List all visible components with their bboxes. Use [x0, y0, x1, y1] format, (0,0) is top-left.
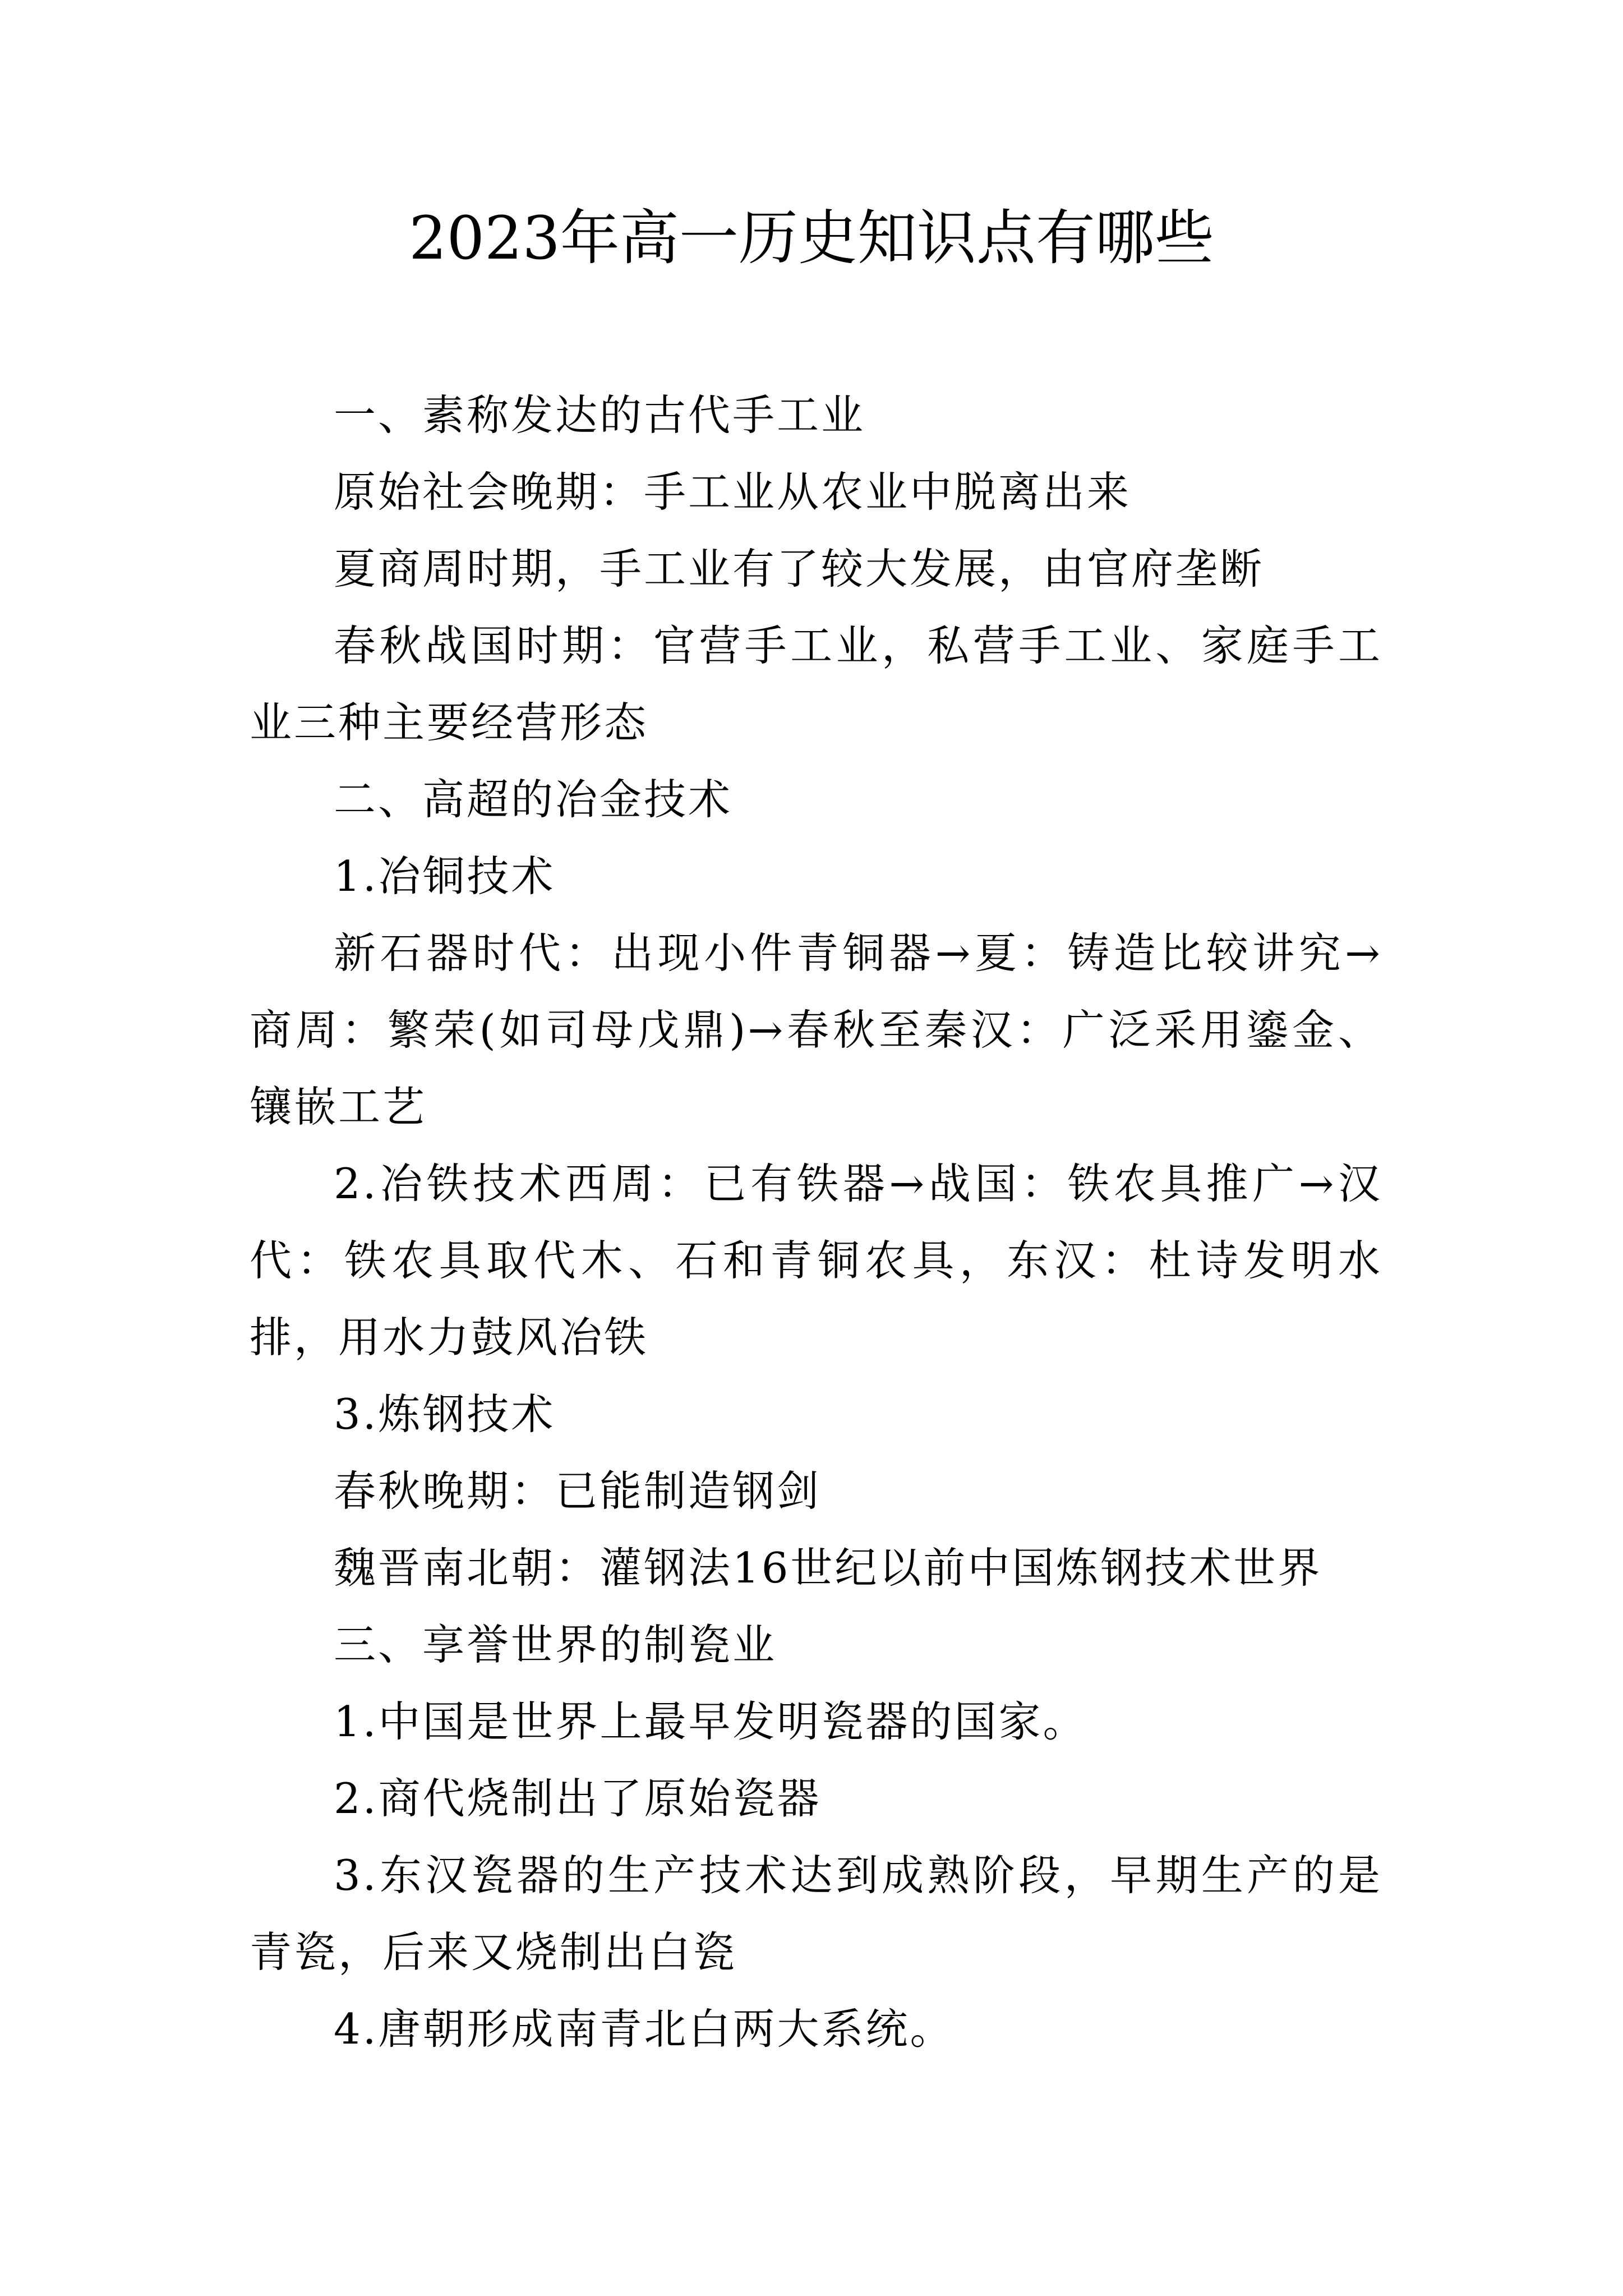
- document-title: 2023年高一历史知识点有哪些: [409, 204, 1214, 273]
- paragraph: 春秋晚期：已能制造钢剑: [334, 1466, 822, 1516]
- subheading-steel: 3.炼钢技术: [334, 1389, 556, 1439]
- paragraph: 新石器时代：出现小件青铜器→夏：铸造比较讲究→商周：繁荣(如司母戊鼎)→春秋至秦汉：广泛采用鎏金、镶嵌工艺: [250, 928, 1382, 1131]
- list-item: 2.商代烧制出了原始瓷器: [334, 1774, 822, 1823]
- section-heading-handicraft: 一、素称发达的古代手工业: [334, 390, 866, 440]
- section-heading-metallurgy: 二、高超的冶金技术: [334, 775, 733, 824]
- paragraph: 春秋战国时期：官营手工业，私营手工业、家庭手工业三种主要经营形态: [250, 621, 1382, 747]
- list-item: 1.中国是世界上最早发明瓷器的国家。: [334, 1697, 1087, 1746]
- list-item: 4.唐朝形成南青北白两大系统。: [334, 2004, 955, 2054]
- subheading-iron: 2.冶铁技术西周：已有铁器→战国：铁农具推广→汉代：铁农具取代木、石和青铜农具，东汉：杜诗发明水排，用水力鼓风冶铁: [250, 1159, 1382, 1362]
- paragraph: 魏晋南北朝：灌钢法16世纪以前中国炼钢技术世界: [334, 1543, 1322, 1593]
- document-body: [250, 377, 1382, 2068]
- paragraph: 夏商周时期，手工业有了较大发展，由官府垄断: [334, 544, 1265, 593]
- list-item: 3.东汉瓷器的生产技术达到成熟阶段，早期生产的是青瓷，后来又烧制出白瓷: [250, 1851, 1382, 1977]
- subheading-copper: 1.冶铜技术: [334, 852, 556, 901]
- paragraph: 原始社会晚期：手工业从农业中脱离出来: [334, 467, 1132, 517]
- section-heading-porcelain: 三、享誉世界的制瓷业: [334, 1620, 777, 1669]
